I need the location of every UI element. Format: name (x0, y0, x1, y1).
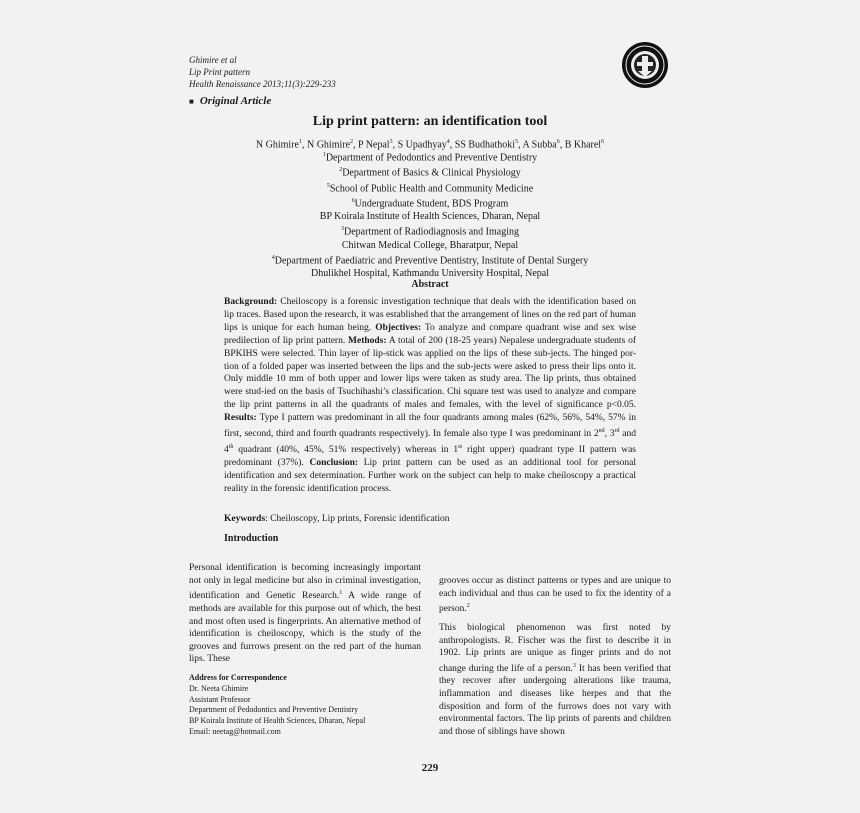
affiliation: $^5$School of Public Health and Community Medicine (326, 182, 534, 194)
affiliation: Chitwan Medical College, Bharatpur, Nepal (341, 239, 519, 251)
bullet-icon: ■ (189, 97, 194, 106)
affiliation: $^2$Department of Basics & Clinical Physiology (339, 167, 521, 179)
keywords: Keywords: Cheiloscopy, Lip prints, Forensic identification (224, 514, 450, 524)
address-heading: Address for Correspondence (189, 673, 287, 682)
address-line: Department of Pedodontics and Preventive Dentistry (189, 705, 359, 715)
address-line: BP Koirala Institute of Health Sciences, Dharan, Nepal (189, 716, 366, 726)
affiliation: $^4$Department of Paediatric and Preventive Dentistry, Institute of Dental Surgery (271, 254, 589, 266)
address-line: Assistant Professor (189, 694, 251, 704)
left-column-text: Personal identification is becoming increasingly important not only in legal medicine but also in criminal investigation, identification and Genetic Research.$^1$ A wide range of methods are available for this purpose out of which, the best and most often used is fingerprints. An alternative method of identification is cheiloscopy, which is the study of the grooves and furrows present on the red part of the human lips. These (189, 563, 421, 665)
paragraph: This biological phenomenon was first noted by anthropologists. R. Fischer was the first to describe it in 1902. Lip prints are unique as finger prints and do not change during the life of a person.$^3$ It has been verified that they recover after undergoing alterations like trauma, inflammation and diseases like herpes and that the disposition and form of the furrows does not vary with environmental factors. The lip prints of parents and children and those of siblings have shown (439, 622, 671, 737)
introduction-heading: Introduction (224, 533, 279, 544)
address-email: Email: neetag@hotmail.com (189, 726, 281, 736)
paragraph: grooves occur as distinct patterns or types and are unique to each individual and thus can be used to fix the identity of a person.$^2$ (439, 576, 671, 615)
right-column-text (439, 575, 671, 744)
journal-authors-short: Ghimire et al (189, 55, 237, 65)
affiliation: BP Koirala Institute of Health Sciences, Dharan, Nepal (319, 211, 541, 223)
abstract-heading: Abstract (411, 279, 449, 290)
article-type: ■ Original Article (189, 95, 272, 107)
affiliation: $^1$Department of Pedodontics and Preventive Dentistry (322, 152, 538, 164)
article-title: Lip print pattern: an identification tool (312, 114, 548, 129)
author-list: N Ghimire$^1$, N Ghimire$^2$, P Nepal$^3$, S Upadhyay$^4$, SS Budhathoki$^5$, A Subba$^6$, B Kharel$^6$ (255, 139, 605, 151)
address-line: Dr. Neeta Ghimire (189, 683, 249, 693)
journal-seal-logo (621, 41, 669, 89)
page-number: 229 (421, 762, 439, 774)
journal-running-title: Lip Print pattern (189, 67, 251, 77)
affiliation-list (0, 149, 860, 280)
affiliation: $^3$Department of Radiodiagnosis and Imaging (341, 226, 519, 238)
journal-citation: Health Renaissance 2013;11(3):229-233 (189, 79, 336, 89)
correspondence-address (189, 673, 421, 738)
affiliation: Dhulikhel Hospital, Kathmandu University Hospital, Nepal (310, 267, 550, 279)
affiliation: $^6$Undergraduate Student, BDS Program (351, 197, 509, 210)
journal-header (189, 54, 336, 90)
abstract-body: Background: Cheiloscopy is a forensic investigation technique that deals with the identification based on lip traces. Based upon the research, it was established that the arrangement of lines on the red part of human lips is unique for each human being. Objectives: To analyze and compare quadrant wise and sex wise predilection of lip print pattern. Methods: A total of 200 (18-25 years) Nepalese undergraduate students of BPKIHS were selected. Thin layer of lip-stick was applied on the lips of these sub-jects. The hinged por-tion of a folded paper was inserted between the lips and the sub-jects were asked to press their lips onto it. Only middle 10 mm of both upper and lower lips were taken as study area. The lip prints, thus obtained were stud-ied on the basis of Tsuchihashi’s classification. Chi square test was used to analyze and compare the lip print patterns in all the quadrants of males and females, with the level of significance p<0.05. Results: Type I pattern was predominant in all the four quadrants among males (62%, 56%, 54%, 57% in first, second, third and fourth quadrants respectively). In female also type I was predominant in 2nd, 3rd and 4th quadrant (40%, 45%, 51% respectively) whereas in 1st right upper) quadrant type II pattern was predominant (37%). Conclusion: Lip print pattern can be used as an additional tool for personal identification and sex determination. Further work on the subject can help to make cheiloscopy a practical reality in the forensic identification process. (224, 297, 637, 494)
